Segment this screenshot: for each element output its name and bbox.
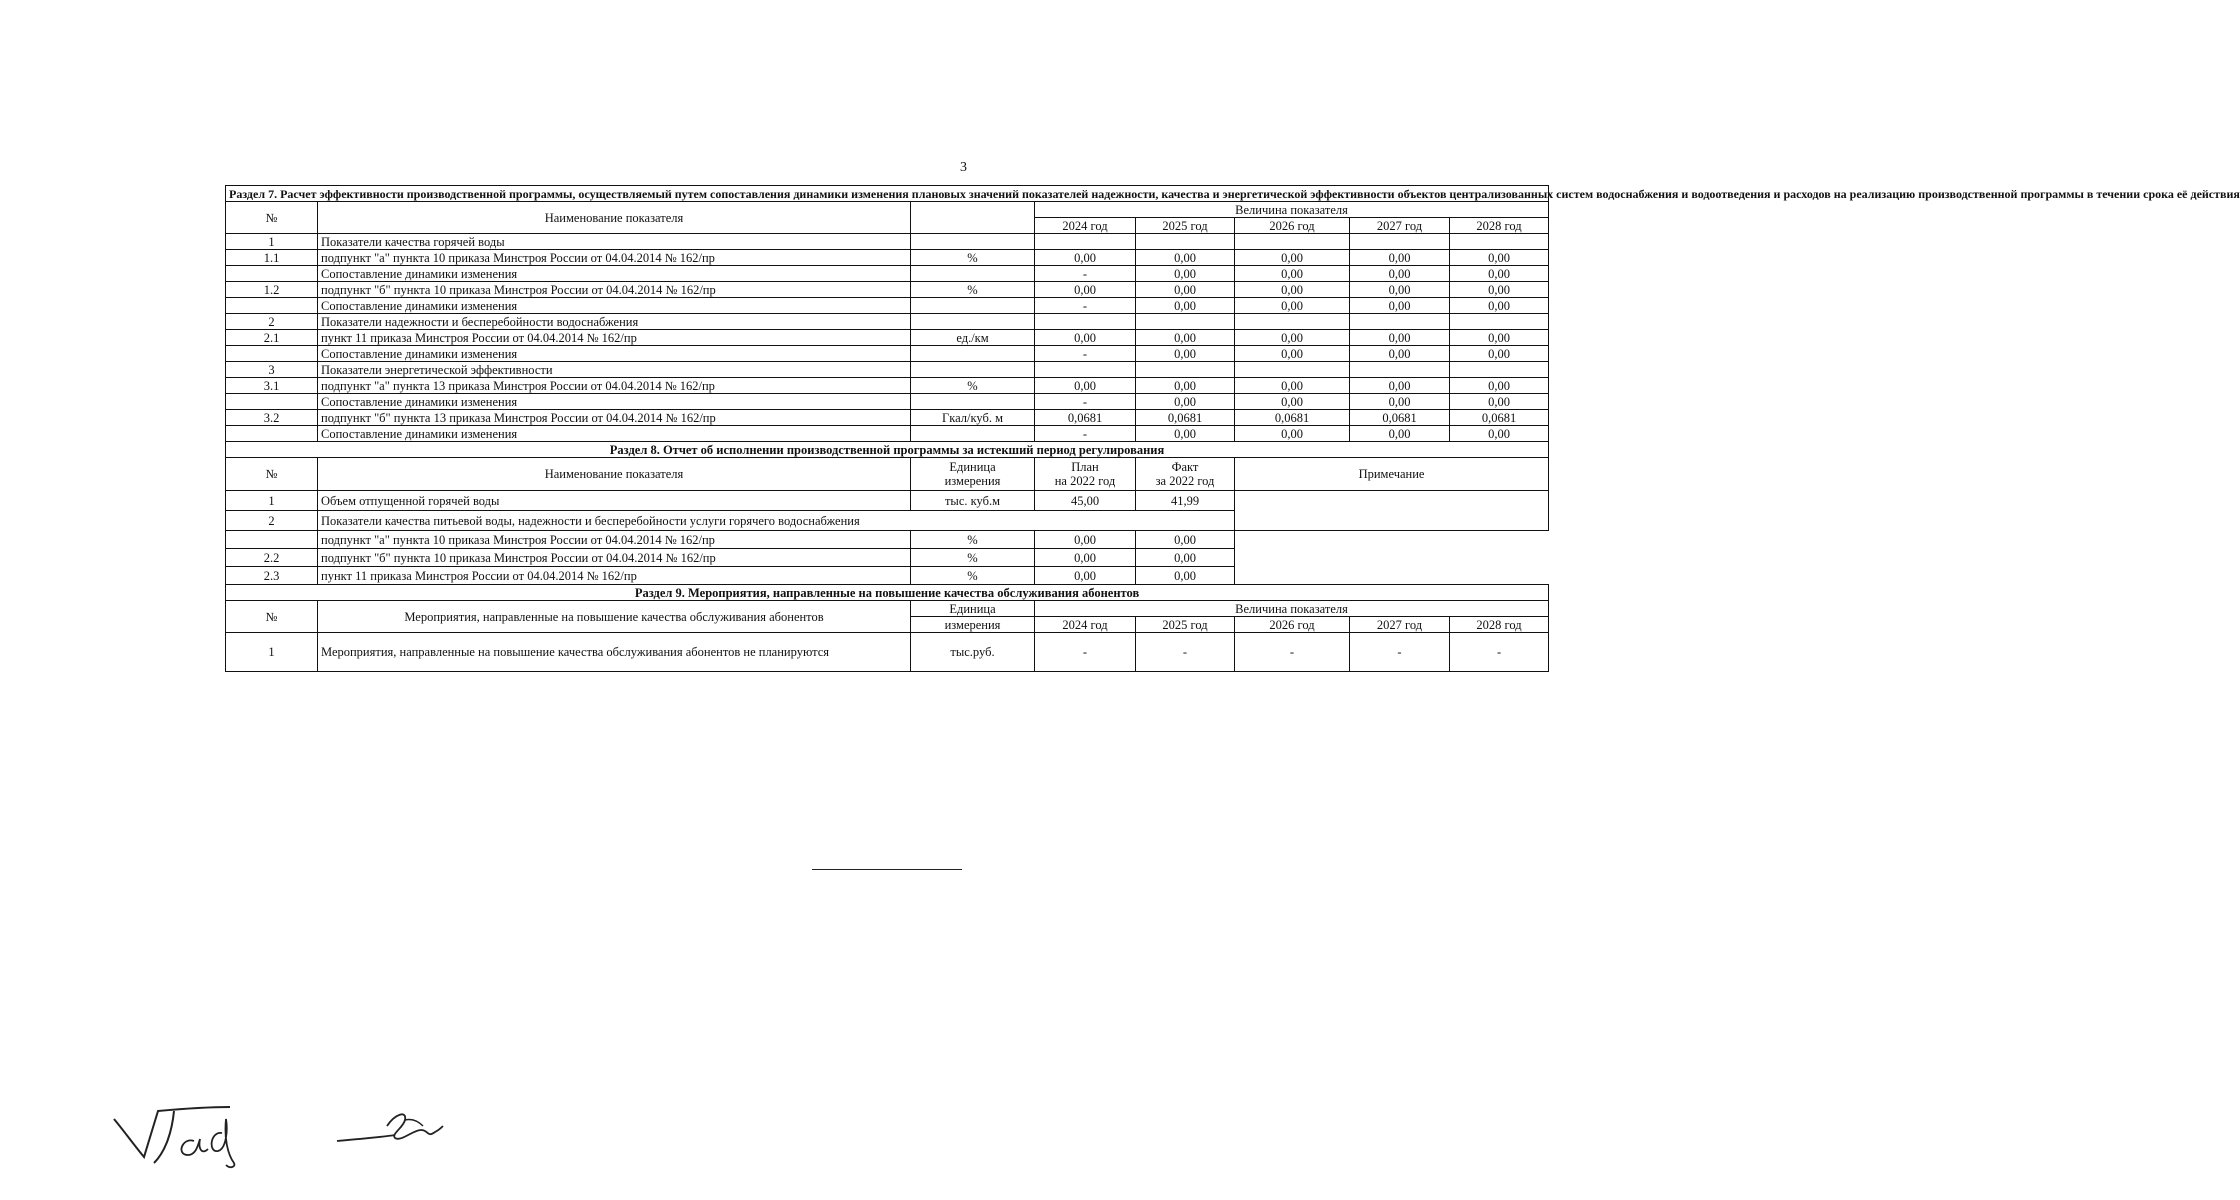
s8-sub-unit: % [911, 531, 1035, 549]
s7-row-value: 0,00 [1035, 250, 1136, 266]
table-row [226, 282, 1549, 298]
page-number: 3 [960, 160, 967, 175]
s7-row-no [226, 298, 318, 314]
s7-row-value: - [1035, 346, 1136, 362]
s8-sub-name: подпункт "а" пункта 10 приказа Минстроя России от 04.04.2014 № 162/пр [318, 531, 911, 549]
s9-year: 2026 год [1235, 617, 1350, 633]
s7-row-no: 1.1 [226, 250, 318, 266]
s7-row-value [1136, 314, 1235, 330]
s7-row-no [226, 394, 318, 410]
s8-col-fact: Факт за 2022 год [1136, 458, 1235, 491]
s7-row-value: 0,00 [1350, 282, 1450, 298]
s7-row-value: 0,00 [1350, 426, 1450, 442]
s7-row-name: Сопоставление динамики изменения [318, 346, 911, 362]
s7-row-name: подпункт "б" пункта 13 приказа Минстроя России от 04.04.2014 № 162/пр [318, 410, 911, 426]
table-row [226, 330, 1549, 346]
s9-row-value: - [1350, 633, 1450, 672]
s7-row-unit [911, 426, 1035, 442]
s7-row-no: 3 [226, 362, 318, 378]
s7-row-value: 0,00 [1450, 330, 1549, 346]
s7-col-unit [911, 202, 1035, 234]
s8-sub-no: 2.3 [226, 567, 318, 585]
s7-row-value: 0,00 [1235, 394, 1350, 410]
s7-row-value [1350, 362, 1450, 378]
s8-col-no: № [226, 458, 318, 491]
s7-row-value: 0,00 [1350, 378, 1450, 394]
s8-row-name: Показатели качества питьевой воды, надежности и бесперебойности услуги горячего водоснабжения [318, 511, 1235, 531]
s8-sub-name: пункт 11 приказа Минстроя России от 04.04.2014 № 162/пр [318, 567, 911, 585]
s8-sub-no: 2.2 [226, 549, 318, 567]
s9-col-value-group: Величина показателя [1035, 601, 1549, 617]
s7-row-value: - [1035, 266, 1136, 282]
s7-row-value: 0,00 [1235, 282, 1350, 298]
s7-row-value: 0,00 [1136, 394, 1235, 410]
s7-row-value [1450, 234, 1549, 250]
s7-row-value [1235, 314, 1350, 330]
s7-row-no [226, 266, 318, 282]
s7-row-value: 0,00 [1350, 250, 1450, 266]
s8-col-plan: План на 2022 год [1035, 458, 1136, 491]
s7-row-value: 0,0681 [1136, 410, 1235, 426]
s9-row-value: - [1450, 633, 1549, 672]
s7-row-value: 0,00 [1136, 426, 1235, 442]
table-row [226, 314, 1549, 330]
s7-row-value: 0,0681 [1450, 410, 1549, 426]
s7-row-value [1235, 234, 1350, 250]
s8-row-unit: тыс. куб.м [911, 491, 1035, 511]
table-row [226, 410, 1549, 426]
table-row [226, 234, 1549, 250]
table-row [226, 549, 1549, 567]
s7-row-unit [911, 314, 1035, 330]
s7-row-name: Показатели качества горячей воды [318, 234, 911, 250]
s8-sub-plan: 0,00 [1035, 531, 1136, 549]
s8-col-unit: Единица измерения [911, 458, 1035, 491]
s8-row-plan: 45,00 [1035, 491, 1136, 511]
table-row [226, 362, 1549, 378]
s8-sub-fact: 0,00 [1136, 549, 1235, 567]
s7-row-value: 0,00 [1350, 330, 1450, 346]
s7-row-unit: Гкал/куб. м [911, 410, 1035, 426]
s9-col-name: Мероприятия, направленные на повышение качества обслуживания абонентов [318, 601, 911, 633]
s9-year: 2028 год [1450, 617, 1549, 633]
s7-row-value: 0,00 [1450, 378, 1549, 394]
s7-row-name: подпункт "б" пункта 10 приказа Минстроя России от 04.04.2014 № 162/пр [318, 282, 911, 298]
s7-row-value: 0,00 [1450, 250, 1549, 266]
s7-row-value [1450, 314, 1549, 330]
s8-row-no: 2 [226, 511, 318, 531]
s7-row-unit [911, 266, 1035, 282]
s7-row-no [226, 426, 318, 442]
s7-row-unit [911, 234, 1035, 250]
s7-row-value: 0,00 [1350, 346, 1450, 362]
s8-row-fact: 41,99 [1136, 491, 1235, 511]
s7-row-value: 0,00 [1450, 282, 1549, 298]
s7-row-value: 0,00 [1235, 426, 1350, 442]
s7-row-value [1035, 234, 1136, 250]
s7-row-value: 0,00 [1136, 330, 1235, 346]
report-table [225, 185, 2240, 672]
s7-year: 2028 год [1450, 218, 1549, 234]
s7-row-name: подпункт "а" пункта 13 приказа Минстроя России от 04.04.2014 № 162/пр [318, 378, 911, 394]
table-row [226, 394, 1549, 410]
section9-title: Раздел 9. Мероприятия, направленные на повышение качества обслуживания абонентов [226, 585, 1549, 601]
s7-row-value: - [1035, 298, 1136, 314]
s8-sub-unit: % [911, 567, 1035, 585]
s7-row-unit: % [911, 378, 1035, 394]
s7-row-unit [911, 346, 1035, 362]
s7-row-name: Показатели энергетической эффективности [318, 362, 911, 378]
s7-year: 2026 год [1235, 218, 1350, 234]
s9-row-unit: тыс.руб. [911, 633, 1035, 672]
section7-title: Раздел 7. Расчет эффективности производственной программы, осуществляемый путем сопоставления динамики изменения плановых значений показателей надежности, качества и энергетической эффективности объектов централизованных систем водоснабжения и водоотведения и расходов на реализацию производственной программы в течении срока её действия [226, 186, 1549, 202]
s8-sub-plan: 0,00 [1035, 567, 1136, 585]
s7-col-name: Наименование показателя [318, 202, 911, 234]
table-row [226, 346, 1549, 362]
s8-sub-unit: % [911, 549, 1035, 567]
s7-row-value: 0,00 [1235, 346, 1350, 362]
s7-row-value [1350, 314, 1450, 330]
s7-row-no: 3.1 [226, 378, 318, 394]
s7-row-value [1035, 362, 1136, 378]
s7-col-no: № [226, 202, 318, 234]
s7-row-value: 0,00 [1450, 346, 1549, 362]
s9-year: 2025 год [1136, 617, 1235, 633]
signature-1-icon [110, 1105, 250, 1170]
s9-col-no: № [226, 601, 318, 633]
s9-year: 2027 год [1350, 617, 1450, 633]
s8-col-note: Примечание [1235, 458, 1549, 491]
s7-row-name: Сопоставление динамики изменения [318, 298, 911, 314]
s8-note-cell [1235, 491, 1549, 531]
s7-row-value: 0,00 [1450, 394, 1549, 410]
s7-row-value: 0,00 [1350, 394, 1450, 410]
s7-row-value [1136, 362, 1235, 378]
signature-2-icon [335, 1108, 445, 1148]
s7-row-value: 0,00 [1136, 298, 1235, 314]
s7-row-unit: % [911, 282, 1035, 298]
s7-row-value: 0,00 [1035, 378, 1136, 394]
s7-row-unit [911, 362, 1035, 378]
section8-title: Раздел 8. Отчет об исполнении производственной программы за истекший период регулирования [226, 442, 1549, 458]
s7-row-value: 0,00 [1235, 298, 1350, 314]
separator-line [812, 869, 962, 870]
table-row [226, 426, 1549, 442]
s7-row-value: 0,00 [1350, 298, 1450, 314]
table-row [226, 531, 1549, 549]
s7-year: 2024 год [1035, 218, 1136, 234]
s7-row-value: 0,00 [1136, 346, 1235, 362]
s9-row-value: - [1035, 633, 1136, 672]
s7-row-value: 0,00 [1136, 266, 1235, 282]
s9-col-unit-2: измерения [911, 617, 1035, 633]
s7-year: 2027 год [1350, 218, 1450, 234]
s8-sub-fact: 0,00 [1136, 531, 1235, 549]
s8-row-no: 1 [226, 491, 318, 511]
s7-row-value: 0,00 [1450, 298, 1549, 314]
s8-row-name: Объем отпущенной горячей воды [318, 491, 911, 511]
s7-row-value [1035, 314, 1136, 330]
s7-row-value: 0,00 [1136, 378, 1235, 394]
s9-row-no: 1 [226, 633, 318, 672]
s7-row-name: подпункт "а" пункта 10 приказа Минстроя России от 04.04.2014 № 162/пр [318, 250, 911, 266]
s7-row-no: 2.1 [226, 330, 318, 346]
s7-row-value: 0,00 [1235, 378, 1350, 394]
s7-row-name: Сопоставление динамики изменения [318, 266, 911, 282]
s7-row-value: 0,0681 [1350, 410, 1450, 426]
s7-row-no: 1 [226, 234, 318, 250]
s9-row-value: - [1136, 633, 1235, 672]
s7-row-value: - [1035, 426, 1136, 442]
s7-row-value [1235, 362, 1350, 378]
s7-row-value: 0,00 [1350, 266, 1450, 282]
s7-row-name: Сопоставление динамики изменения [318, 426, 911, 442]
s7-row-value [1350, 234, 1450, 250]
s7-row-unit [911, 394, 1035, 410]
s7-row-value [1450, 362, 1549, 378]
table-row [226, 266, 1549, 282]
s7-row-value: 0,00 [1035, 330, 1136, 346]
s7-row-no: 2 [226, 314, 318, 330]
s7-row-value: 0,0681 [1235, 410, 1350, 426]
s9-row-name: Мероприятия, направленные на повышение качества обслуживания абонентов не планируются [318, 633, 911, 672]
s7-row-value: 0,00 [1235, 330, 1350, 346]
s7-row-value: 0,0681 [1035, 410, 1136, 426]
s8-sub-fact: 0,00 [1136, 567, 1235, 585]
s7-row-name: Сопоставление динамики изменения [318, 394, 911, 410]
s7-row-unit: ед./км [911, 330, 1035, 346]
table-row [226, 567, 1549, 585]
s7-row-value: 0,00 [1235, 250, 1350, 266]
s7-row-value: 0,00 [1450, 266, 1549, 282]
s7-row-value: 0,00 [1450, 426, 1549, 442]
table-row [226, 298, 1549, 314]
table-row [226, 250, 1549, 266]
s8-sub-no [226, 531, 318, 549]
s7-row-unit [911, 298, 1035, 314]
s9-col-unit: Единица [911, 601, 1035, 617]
s7-row-value: 0,00 [1136, 250, 1235, 266]
s8-sub-name: подпункт "б" пункта 10 приказа Минстроя России от 04.04.2014 № 162/пр [318, 549, 911, 567]
s7-row-value: - [1035, 394, 1136, 410]
s8-col-name: Наименование показателя [318, 458, 911, 491]
s7-col-value-group: Величина показателя [1035, 202, 1549, 218]
s9-row-value: - [1235, 633, 1350, 672]
s7-row-no: 3.2 [226, 410, 318, 426]
s7-row-name: пункт 11 приказа Минстроя России от 04.04.2014 № 162/пр [318, 330, 911, 346]
s7-row-no: 1.2 [226, 282, 318, 298]
s9-year: 2024 год [1035, 617, 1136, 633]
s7-row-unit: % [911, 250, 1035, 266]
s7-year: 2025 год [1136, 218, 1235, 234]
s7-row-name: Показатели надежности и бесперебойности водоснабжения [318, 314, 911, 330]
s7-row-value [1136, 234, 1235, 250]
table-row [226, 378, 1549, 394]
s7-row-value: 0,00 [1035, 282, 1136, 298]
s7-row-value: 0,00 [1136, 282, 1235, 298]
s7-row-value: 0,00 [1235, 266, 1350, 282]
s8-sub-plan: 0,00 [1035, 549, 1136, 567]
s7-row-no [226, 346, 318, 362]
